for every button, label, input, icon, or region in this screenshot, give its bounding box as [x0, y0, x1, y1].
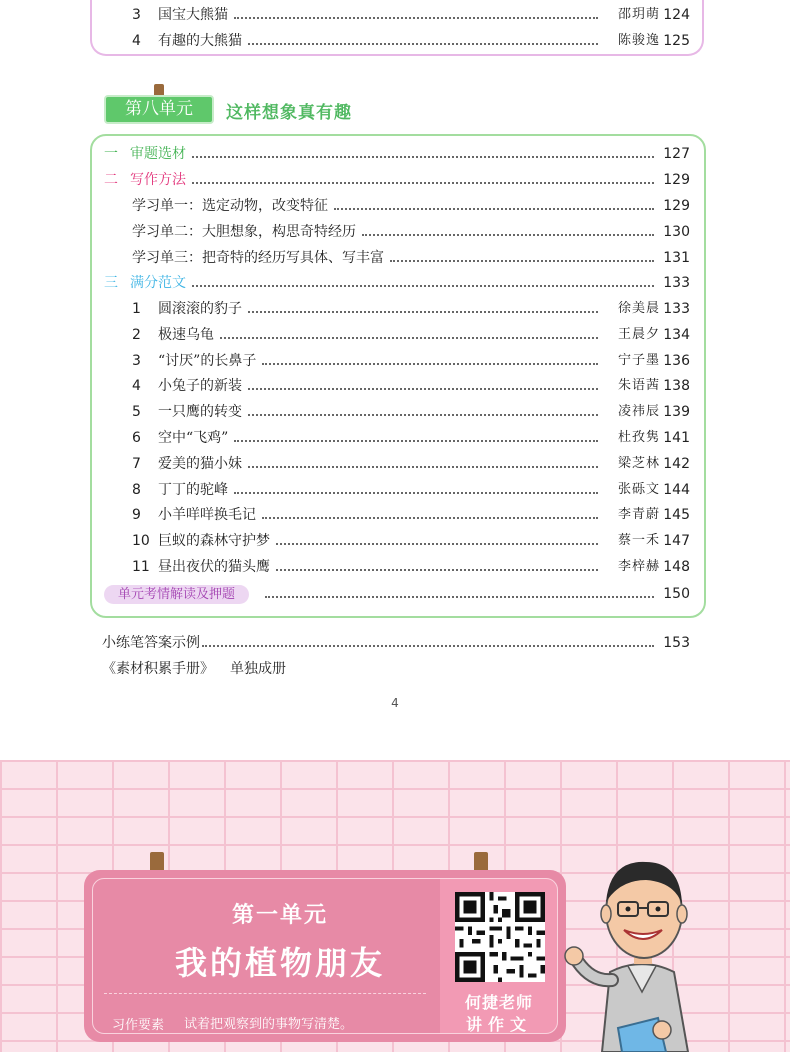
toc-section-method[interactable] [104, 169, 690, 191]
essay-author: 杜孜隽 [617, 430, 660, 445]
toc-essay-row[interactable] [132, 401, 690, 423]
lesson-text: 选定动物，改变特征 [202, 198, 328, 214]
section-label: 审题选材 [130, 146, 186, 162]
page-number: 134 [663, 326, 690, 343]
page-number: 139 [663, 404, 690, 421]
lesson-text: 大胆想象，构思奇特经历 [202, 224, 356, 240]
page-number: 142 [663, 455, 690, 472]
teacher-name: 何捷老师 [464, 993, 533, 1012]
page-number: 144 [663, 481, 690, 498]
page-number: 129 [663, 198, 690, 214]
lesson-text: 把奇特的经历写具体、写丰富 [202, 250, 384, 266]
essay-author: 邵玥萌 [617, 7, 660, 22]
page-number: 127 [663, 146, 690, 162]
essay-title: 有趣的大熊猫 [158, 33, 242, 49]
essay-author: 凌祎辰 [617, 404, 660, 420]
toc-essay-row[interactable] [132, 4, 690, 26]
essay-title: 国宝大熊猫 [158, 7, 228, 23]
essay-number: 9 [132, 507, 141, 524]
card-unit-label: 第一单元 [231, 903, 328, 928]
card-title: 我的植物朋友 [174, 944, 385, 982]
essay-title: 一只鹰的转变 [158, 404, 242, 421]
lesson-label: 学习单二： [132, 224, 202, 240]
toc-lesson-row[interactable] [132, 221, 690, 243]
section-label: 写作方法 [130, 172, 186, 188]
toc-essay-row[interactable] [132, 324, 690, 346]
teacher-cartoon-icon [562, 852, 722, 1052]
handbook-label: 《素材积累手册》 [102, 661, 214, 677]
essay-author: 宁子墨 [617, 352, 660, 368]
leader-dots [276, 569, 598, 571]
page-number: 145 [663, 507, 690, 524]
page-number: 129 [663, 172, 690, 188]
essay-number: 6 [132, 430, 141, 446]
toc-essay-row[interactable] [132, 375, 690, 397]
leader-dots [234, 440, 598, 442]
essay-number: 1 [132, 301, 141, 317]
leader-dots [362, 234, 654, 236]
leader-dots [262, 517, 598, 519]
unit-tab: 第八单元 [104, 95, 214, 124]
toc-essay-row[interactable] [132, 530, 690, 552]
toc-essay-row[interactable] [132, 504, 690, 526]
hanger-peg [150, 852, 164, 872]
essay-number: 10 [132, 533, 150, 550]
page-number: 124 [663, 7, 690, 23]
section-number: 二 [104, 172, 118, 188]
essay-title: 极速乌龟 [158, 326, 214, 343]
essay-number: 2 [132, 326, 141, 343]
page-number: 133 [663, 301, 690, 317]
page-number: 148 [663, 559, 690, 575]
toc-section-topic[interactable] [104, 143, 690, 165]
essay-author: 朱语茜 [617, 378, 660, 394]
essay-number: 4 [132, 378, 141, 395]
toc-essay-row[interactable] [132, 30, 690, 52]
leader-dots [192, 156, 654, 158]
card-requirement-label: 习作要素 [112, 1018, 165, 1033]
page-number: 131 [663, 250, 690, 266]
essay-author: 王晨夕 [617, 326, 660, 342]
essay-author: 徐美晨 [617, 301, 660, 316]
essay-author: 陈骏逸 [617, 33, 660, 48]
essay-author: 李梓赫 [617, 559, 660, 574]
section-number: 三 [104, 275, 118, 291]
toc-essay-row[interactable] [132, 479, 690, 501]
card-divider [104, 993, 426, 994]
toc-section-essays[interactable] [104, 272, 690, 294]
essay-number: 11 [132, 559, 150, 575]
essay-title: 小羊咩咩换毛记 [158, 507, 256, 524]
leader-dots [248, 43, 598, 45]
leader-dots [390, 260, 654, 262]
leader-dots [192, 182, 654, 184]
essay-number: 7 [132, 455, 141, 472]
leader-dots [265, 596, 654, 598]
essay-author: 蔡一禾 [617, 533, 660, 549]
teacher-subtitle: 讲作文 [465, 1015, 532, 1034]
leader-dots [202, 645, 654, 647]
answers-label: 小练笔答案示例 [102, 635, 200, 651]
page-number: 153 [663, 635, 690, 651]
essay-title: 小兔子的新装 [158, 378, 242, 395]
toc-essay-row[interactable] [132, 453, 690, 475]
toc-essay-row[interactable] [132, 427, 690, 449]
essay-title: 丁丁的驼峰 [158, 481, 228, 498]
unit-title: 这样想象真有趣 [226, 103, 352, 123]
toc-lesson-row[interactable] [132, 195, 690, 217]
essay-title: 爱美的猫小妹 [158, 455, 242, 472]
page-number: 136 [663, 352, 690, 369]
leader-dots [334, 208, 654, 210]
essay-title: 圆滚滚的豹子 [158, 301, 242, 317]
toc-lesson-row[interactable] [132, 247, 690, 269]
leader-dots [234, 492, 598, 494]
leader-dots [234, 17, 598, 19]
essay-title: 昼出夜伏的猫头鹰 [158, 559, 270, 575]
essay-number: 3 [132, 352, 141, 369]
leader-dots [262, 363, 598, 365]
essay-number: 4 [132, 33, 141, 49]
leader-dots [248, 388, 598, 390]
hanger-peg [474, 852, 488, 872]
toc-essay-row[interactable] [132, 556, 690, 578]
leader-dots [276, 543, 598, 545]
page-number: 133 [663, 275, 690, 291]
leader-dots [248, 311, 598, 313]
page-number: 138 [663, 378, 690, 395]
essay-number: 3 [132, 7, 141, 23]
toc-essay-row[interactable] [132, 298, 690, 320]
toc-answers[interactable] [102, 632, 690, 654]
essay-title: 巨蚁的森林守护梦 [158, 533, 270, 550]
exam-label: 单元考情解读及押题 [104, 585, 249, 604]
essay-author: 张砾文 [617, 481, 660, 497]
toc-handbook [102, 658, 502, 680]
page-footer-number: 4 [391, 696, 399, 710]
essay-title: “讨厌”的长鼻子 [158, 352, 257, 369]
page-number: 141 [663, 430, 690, 446]
toc-essay-row[interactable] [132, 350, 690, 372]
lesson-label: 学习单三： [132, 250, 202, 266]
essay-title: 空中“飞鸡” [158, 430, 229, 446]
leader-dots [248, 414, 598, 416]
essay-author: 梁芝林 [617, 455, 660, 471]
handbook-note: 单独成册 [230, 661, 286, 677]
qr-code-icon[interactable] [455, 892, 545, 982]
essay-number: 8 [132, 481, 141, 498]
page-number: 147 [663, 533, 690, 550]
essay-number: 5 [132, 404, 141, 421]
card-requirement-text: 试着把观察到的事物写清楚。 [184, 1017, 354, 1032]
leader-dots [248, 466, 598, 468]
section-number: 一 [104, 146, 118, 162]
page-number: 125 [663, 33, 690, 49]
essay-author: 李青蔚 [617, 507, 660, 523]
lesson-label: 学习单一： [132, 198, 202, 214]
leader-dots [192, 285, 654, 287]
leader-dots [220, 337, 598, 339]
page-number: 130 [663, 224, 690, 240]
page-number: 150 [663, 586, 690, 602]
section-label: 满分范文 [130, 275, 186, 291]
toc-exam[interactable] [104, 583, 690, 605]
